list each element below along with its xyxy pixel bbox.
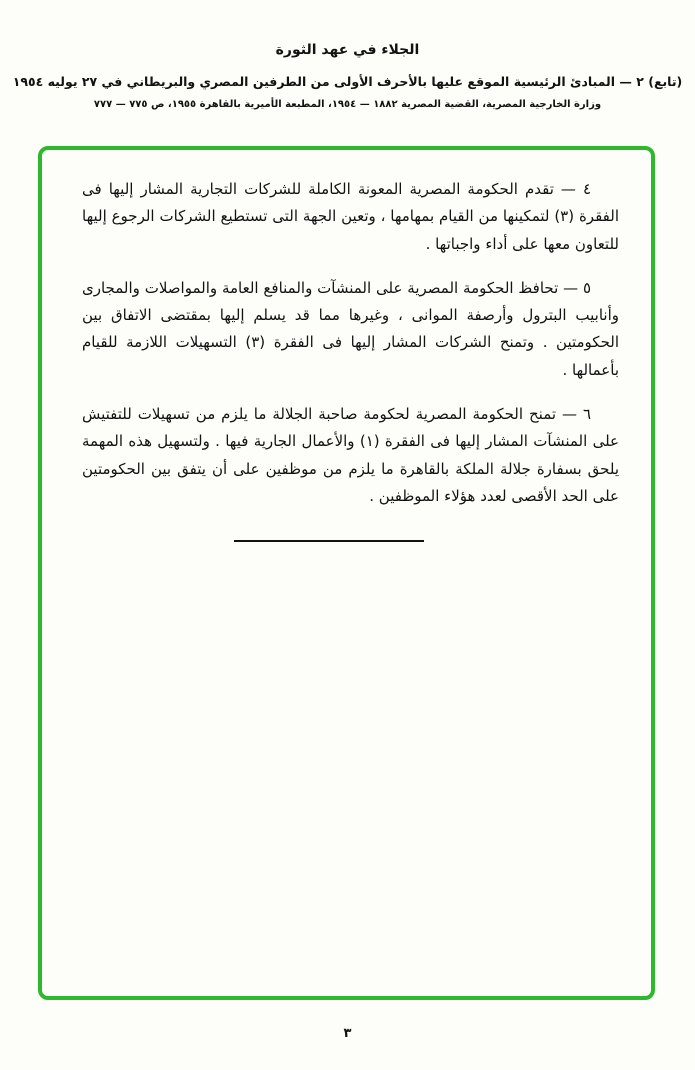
- section-end-rule: [234, 540, 424, 542]
- content-body: [42, 150, 651, 542]
- content-frame: [38, 146, 655, 1000]
- paragraph-clause-6: ٦ — تمنح الحكومة المصرية لحكومة صاحبة الجلالة ما يلزم من تسهيلات للتفتيش على المنشآت المشار إليها فى الفقرة (١) والأعمال الجارية فيها . ولتسهيل هذه المهمة يلحق بسفارة جلالة الملكة بالقاهرة ما يلزم من موظفين على أن يتفق بين الحكومتين على الحد الأقصى لعدد هؤلاء الموظفين .: [82, 405, 619, 505]
- page-number: ٣: [343, 1026, 352, 1041]
- source-citation: وزارة الخارجية المصرية، القضية المصرية ١٨٨٢ — ١٩٥٤، المطبعة الأميرية بالقاهرة ١٩٥٥، ص ٧٧٥ — ٧٧٧: [93, 99, 602, 110]
- paragraph-clause-5: ٥ — تحافظ الحكومة المصرية على المنشآت والمنافع العامة والمواصلات والمجارى وأنابيب البترول وأرصفة الموانى ، وغيرها مما قد يسلم إليها بمقتضى الاتفاق بين الحكومتين . وتمنح الشركات المشار إليها فى الفقرة (٣) التسهيلات اللازمة للقيام بأعمالها .: [82, 278, 619, 379]
- document-title: الجلاء في عهد الثورة: [275, 42, 420, 58]
- document-header: [0, 0, 695, 110]
- document-subtitle: (تابع) ٢ — المبادئ الرئيسية الموقع عليها بالأحرف الأولى من الطرفين المصري والبريطاني في ٢٧ يوليه ١٩٥٤: [12, 74, 683, 89]
- paragraph-clause-4: ٤ — تقدم الحكومة المصرية المعونة الكاملة للشركات التجارية المشار إليها فى الفقرة (٣) لتمكينها من القيام بمهامها ، وتعين الجهة التى تستطيع الشركات الرجوع إليها للتعاون معها على أداء واجباتها .: [82, 180, 619, 253]
